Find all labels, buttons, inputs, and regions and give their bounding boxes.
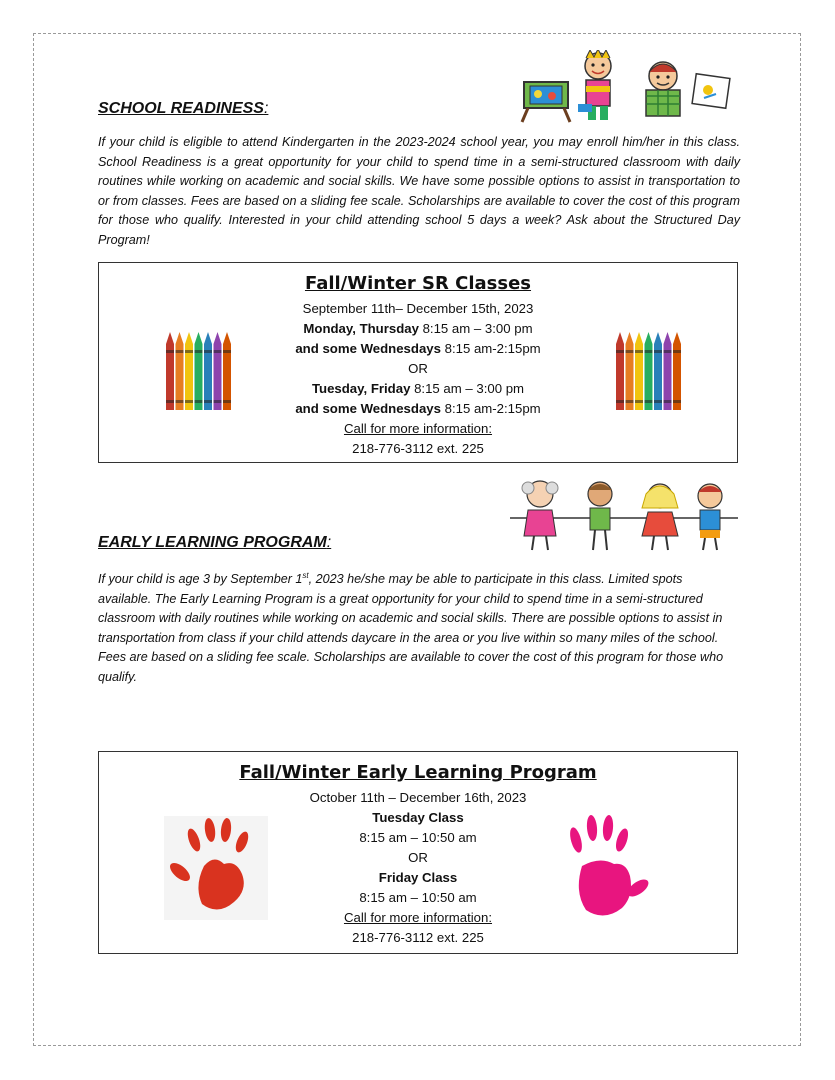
sr-schedule-4: and some Wednesdays 8:15 am-2:15pm (295, 401, 541, 416)
crayon (195, 332, 203, 410)
crayon (166, 332, 174, 410)
crayons-right-clipart (614, 332, 682, 412)
el-dates: October 11th – December 16th, 2023 (309, 790, 527, 805)
crayon (664, 332, 672, 410)
crayon (204, 332, 212, 410)
crayon (673, 332, 681, 410)
sr-phone: 218-776-3112 ext. 225 (352, 441, 484, 456)
crayon (176, 332, 184, 410)
crayon (635, 332, 643, 410)
sr-schedule-1: Monday, Thursday 8:15 am – 3:00 pm (303, 321, 533, 336)
red-handprint-clipart (164, 816, 268, 920)
el-call-info: Call for more information: (343, 910, 493, 925)
el-time-1: 8:15 am – 10:50 am (359, 830, 477, 845)
crayon (645, 332, 653, 410)
early-learning-paragraph: If your child is age 3 by September 1st, 2023 he/she may be able to participate in this class. Limited spots available. The Early Learning Program is a great opportunity for your child to spend time in a semi-structured classroom with daily routines while working on academic and social skills. There are possible options to assist in transportation from class if your child attends daycare in the area or you live within so many miles of the school. Fees are based on a sliding fee scale. Scholarships are available to cover the cost of this program for those who qualify. (98, 571, 724, 684)
school-readiness-heading: SCHOOL READINESS: (98, 100, 269, 117)
sr-schedule-2: and some Wednesdays 8:15 am-2:15pm (295, 341, 541, 356)
sr-box-title: Fall/Winter SR Classes (304, 273, 532, 294)
el-class-1: Tuesday Class (372, 810, 464, 825)
kids-holding-hands-clipart (510, 478, 738, 554)
crayon (214, 332, 222, 410)
crayon (654, 332, 662, 410)
el-class-2: Friday Class (378, 870, 458, 885)
sr-call-info: Call for more information: (343, 421, 493, 436)
crayon (223, 332, 231, 410)
sr-dates: September 11th– December 15th, 2023 (302, 301, 534, 316)
early-learning-heading: EARLY LEARNING PROGRAM: (98, 534, 332, 551)
sr-or: OR (408, 361, 428, 376)
sr-schedule-3: Tuesday, Friday 8:15 am – 3:00 pm (311, 381, 525, 396)
el-phone: 218-776-3112 ext. 225 (352, 930, 484, 945)
crayon (616, 332, 624, 410)
el-box-title: Fall/Winter Early Learning Program (239, 762, 597, 783)
el-time-2: 8:15 am – 10:50 am (359, 890, 477, 905)
pink-handprint-clipart (560, 814, 650, 922)
school-readiness-paragraph: If your child is eligible to attend Kindergarten in the 2023-2024 school year, you may enroll him/her in this class. School Readiness is a great opportunity for your child to spend time in a semi-structured classroom with daily routines while working on academic and social skills. We have some possible options to assist in transportation to or from classes. Fees are based on a sliding fee scale. Scholarships are available to cover the cost of this program for those who qualify. Interested in your child attending school 5 days a week? Ask about the Structured Day Program! (98, 135, 740, 247)
crayons-left-clipart (164, 332, 232, 412)
crayon (626, 332, 634, 410)
el-or: OR (408, 850, 428, 865)
kids-painting-clipart (518, 50, 740, 124)
crayon (185, 332, 193, 410)
